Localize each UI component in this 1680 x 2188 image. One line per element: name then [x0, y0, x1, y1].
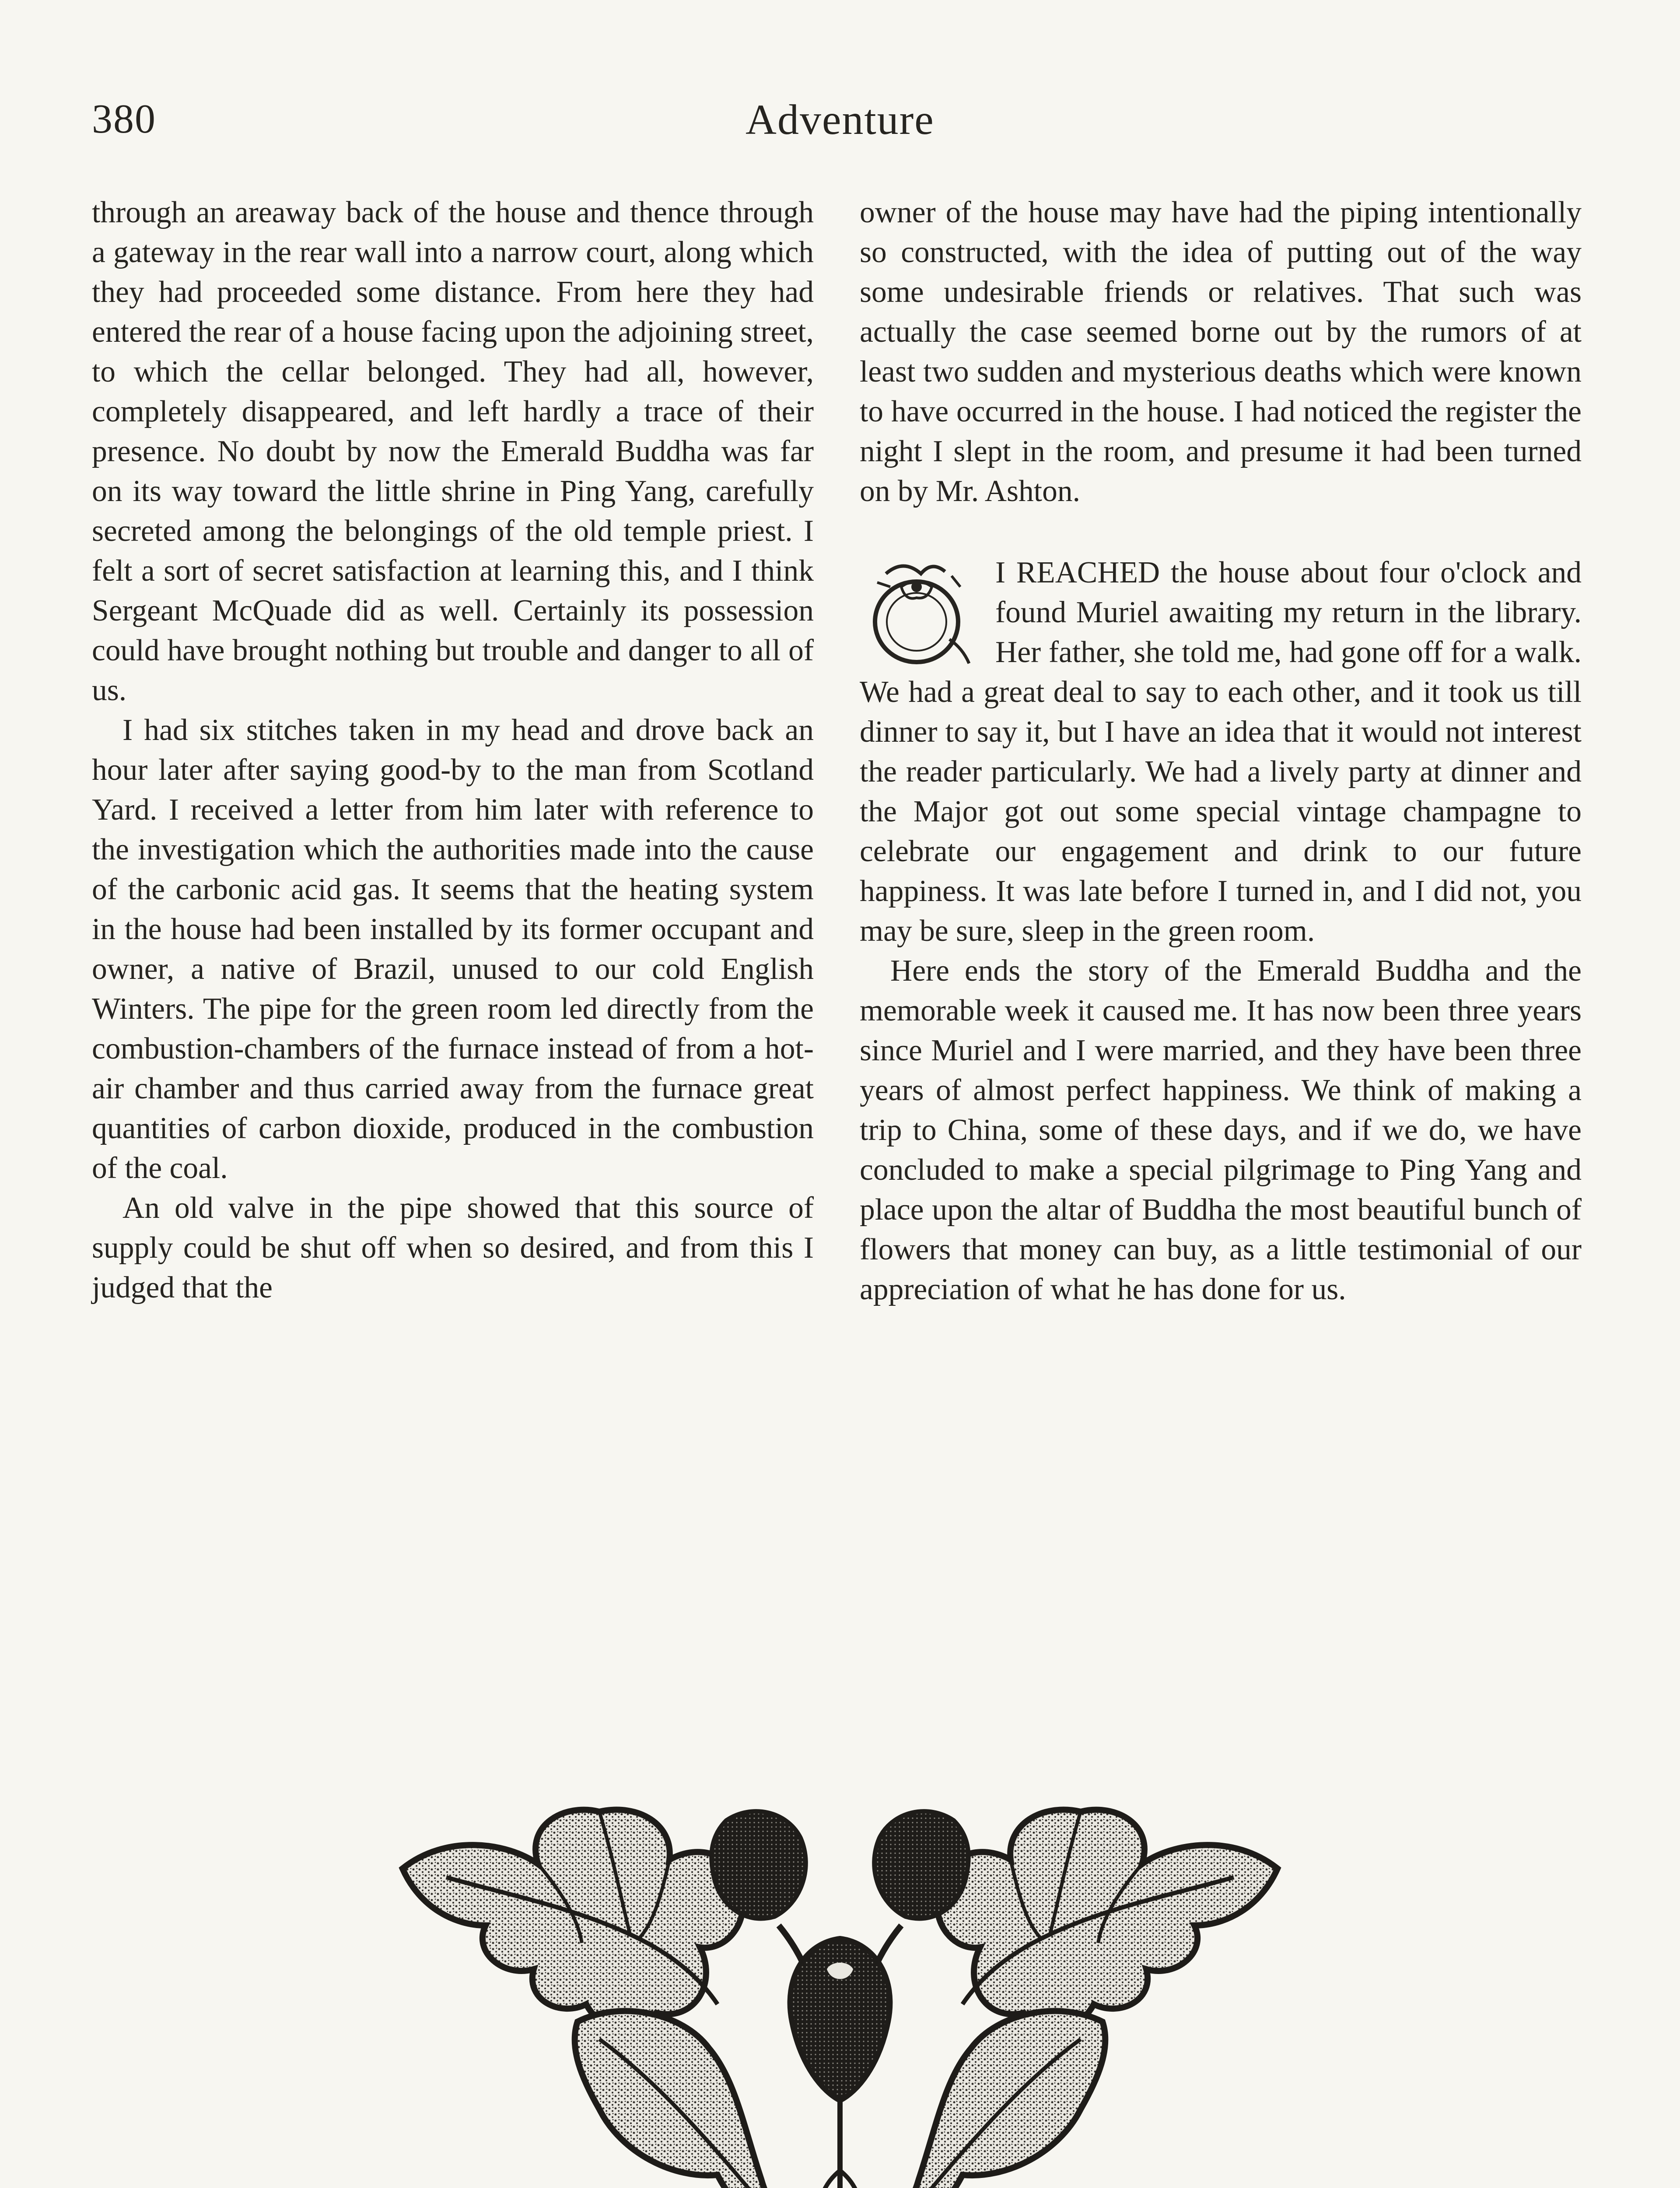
paragraph: owner of the house may have had the piping intentionally so constructed, with the idea of putting out of the way some undesirable friends or relatives. That such was actually the case seemed borne out by the rumors of at least two sudden and mysterious deaths which were known to have occurred in the house. I had noticed the register the night I slept in the room, and presume it had been turned on by Mr. Ashton.: [860, 196, 1582, 508]
paragraph: An old valve in the pipe showed that this source of supply could be shut off when so desired, and from this I judged that the: [92, 1191, 814, 1304]
paragraph: Here ends the story of the Emerald Buddha and the memorable week it caused me. It has now been three years since Muriel and I were married, and they have been three years of almost perfect happiness. We think of making a trip to China, some of these days, and if we do, we have concluded to make a special pilgrimage to Ping Yang and place upon the altar of Buddha the most beautiful bunch of flowers that money can buy, as a little testimonial of our appreciation of what he has done for us.: [860, 954, 1582, 1306]
paragraph: through an areaway back of the house and thence through a gateway in the rear wall into a narrow court, along which they had proceeded some distance. From here they had entered the rear of a house facing upon the adjoining street, to which the cellar belonged. They had all, however, completely disappeared, and left hardly a trace of their presence. No doubt by now the Emerald Buddha was far on its way toward the little shrine in Ping Yang, carefully secreted among the belongings of the old temple priest. I felt a sort of secret satisfaction at learning this, and I think Sergeant McQuade did as well. Certainly its possession could have brought nothing but trouble and danger to all of us.: [92, 196, 814, 707]
left-column: [92, 193, 814, 1308]
floral-tailpiece-icon: [394, 1794, 1286, 2188]
right-column: [860, 193, 1582, 1309]
page-header: [0, 95, 1680, 148]
paragraph: I had six stitches taken in my head and drove back an hour later after saying good-by to the man from Scotland Yard. I received a letter from him later with reference to the investigation which the authorities made into the cause of the carbonic acid gas. It seems that the heating system in the house had been installed by its former occupant and owner, a native of Brazil, unused to our cold English Winters. The pipe for the green room led directly from the combustion-chambers of the furnace instead of from a hot-air chamber and thus carried away from the furnace great quantities of carbon dioxide, produced in the combustion of the coal.: [92, 713, 814, 1185]
decorative-initial-o-icon: [860, 556, 987, 670]
running-title: Adventure: [746, 96, 934, 144]
page-number: 380: [92, 96, 156, 142]
paragraph: I REACHED the house about four o'clock and found Muriel awaiting my return in the library. Her father, she told me, had gone off for a walk. We had a great deal to say to each other, and it took us till dinner to say it, but I have an idea that it would not interest the reader particularly. We had a lively party at dinner and the Major got out some special vintage champagne to celebrate our engagement and drink to our future happiness. It was late before I turned in, and I did not, you may be sure, sleep in the green room.: [860, 556, 1582, 948]
section-opening: [860, 553, 1582, 951]
